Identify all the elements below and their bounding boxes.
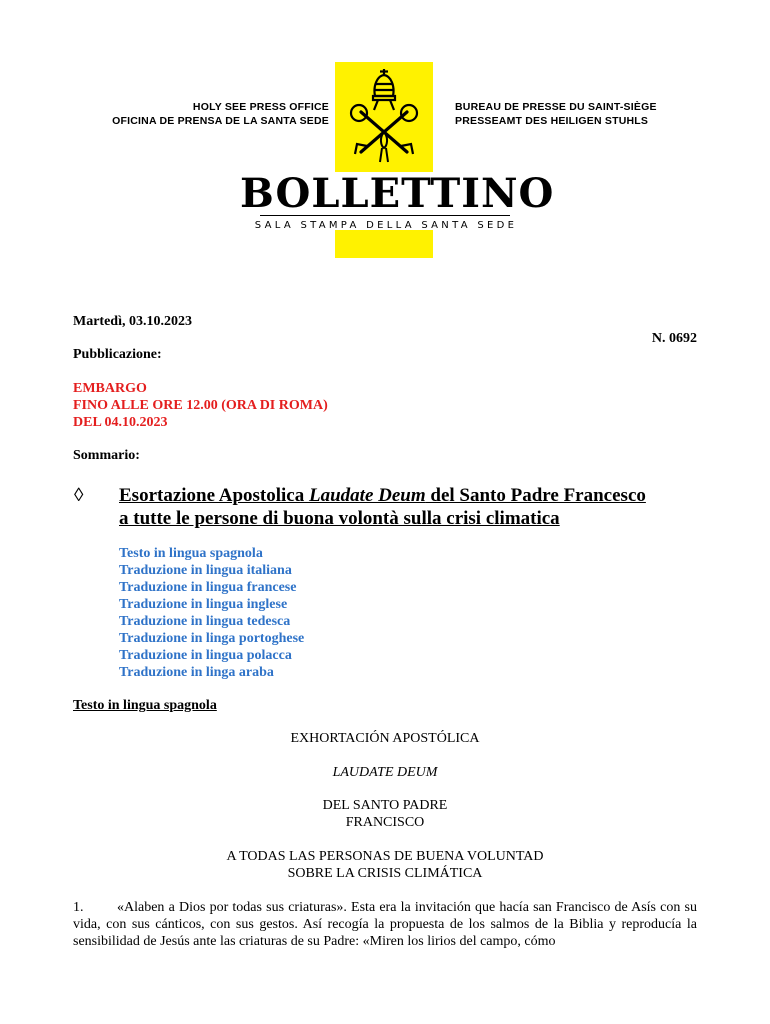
header-right-offices [455, 100, 657, 128]
link-italian-translation[interactable]: Traduzione in lingua italiana [119, 563, 292, 578]
masthead-title: BOLLETTINO [240, 170, 555, 217]
link-german-translation[interactable]: Traduzione in lingua tedesca [119, 614, 291, 629]
paragraph-number: 1. [73, 900, 84, 915]
embargo-date: DEL 04.10.2023 [73, 415, 168, 430]
office-name-french: BUREAU DE PRESSE DU SAINT-SIÈGE [455, 101, 657, 113]
title-suffix: del Santo Padre Francesco [425, 485, 646, 506]
paragraph-text: «Alaben a Dios por todas sus criaturas». Esta era la invitación que hacía san Francisco de Asís con su vida, con sus cánticos, con sus gestos. Así recogía la propuesta de los salmos de la Biblia y reproducía la sensibilidad de Jesús ante las criaturas de su Padre: «Miren los lirios del campo, cómo [73, 900, 697, 949]
doc-type: EXHORTACIÓN APOSTÓLICA [290, 731, 480, 746]
embargo-line: EMBARGO [73, 381, 147, 396]
title-prefix: Esortazione Apostolica [119, 485, 309, 506]
link-portuguese-translation[interactable]: Traduzione in linga portoghese [119, 631, 305, 646]
embargo-time: FINO ALLE ORE 12.00 (ORA DI ROMA) [73, 398, 328, 413]
office-name-german: PRESSEAMT DES HEILIGEN STUHLS [455, 115, 649, 127]
addressee-line2: SOBRE LA CRISIS CLIMÁTICA [287, 866, 483, 881]
link-french-translation[interactable]: Traduzione in lingua francese [119, 580, 297, 595]
office-name-english: HOLY SEE PRESS OFFICE [192, 101, 329, 113]
doc-title: LAUDATE DEUM [332, 765, 438, 780]
summary-label: Sommario: [73, 448, 140, 463]
office-name-spanish: OFICINA DE PRENSA DE LA SANTA SEDE [112, 115, 329, 127]
bulletin-date: Martedì, 03.10.2023 [73, 314, 192, 329]
section-heading: Testo in lingua spagnola [73, 698, 217, 713]
link-spanish-text[interactable]: Testo in lingua spagnola [119, 546, 263, 561]
link-english-translation[interactable]: Traduzione in lingua inglese [119, 597, 288, 612]
summary-title-line2: a tutte le persone di buona volontà sulla crisi climatica [119, 508, 560, 529]
paragraph-1 [73, 899, 697, 950]
translation-links [119, 545, 304, 681]
link-polish-translation[interactable]: Traduzione in lingua polacca [119, 648, 292, 663]
masthead-subtitle: SALA STAMPA DELLA SANTA SEDE [254, 220, 518, 231]
embargo-notice [73, 380, 328, 431]
addressee-line1: A TODAS LAS PERSONAS DE BUENA VOLUNTAD [226, 849, 544, 864]
papal-keys-emblem-icon [345, 66, 423, 164]
header-left-offices [112, 100, 329, 128]
author-line1: DEL SANTO PADRE [322, 798, 448, 813]
bulletin-number: N. 0692 [651, 331, 697, 346]
author-line2: FRANCISCO [345, 815, 425, 830]
summary-title-line1 [119, 484, 646, 507]
link-arabic-translation[interactable]: Traduzione in linga araba [119, 665, 274, 680]
title-italic-name: Laudate Deum [309, 485, 426, 506]
summary-bullet-icon: ◊ [74, 485, 84, 506]
publication-label: Pubblicazione: [73, 347, 162, 362]
masthead-divider [260, 215, 510, 216]
